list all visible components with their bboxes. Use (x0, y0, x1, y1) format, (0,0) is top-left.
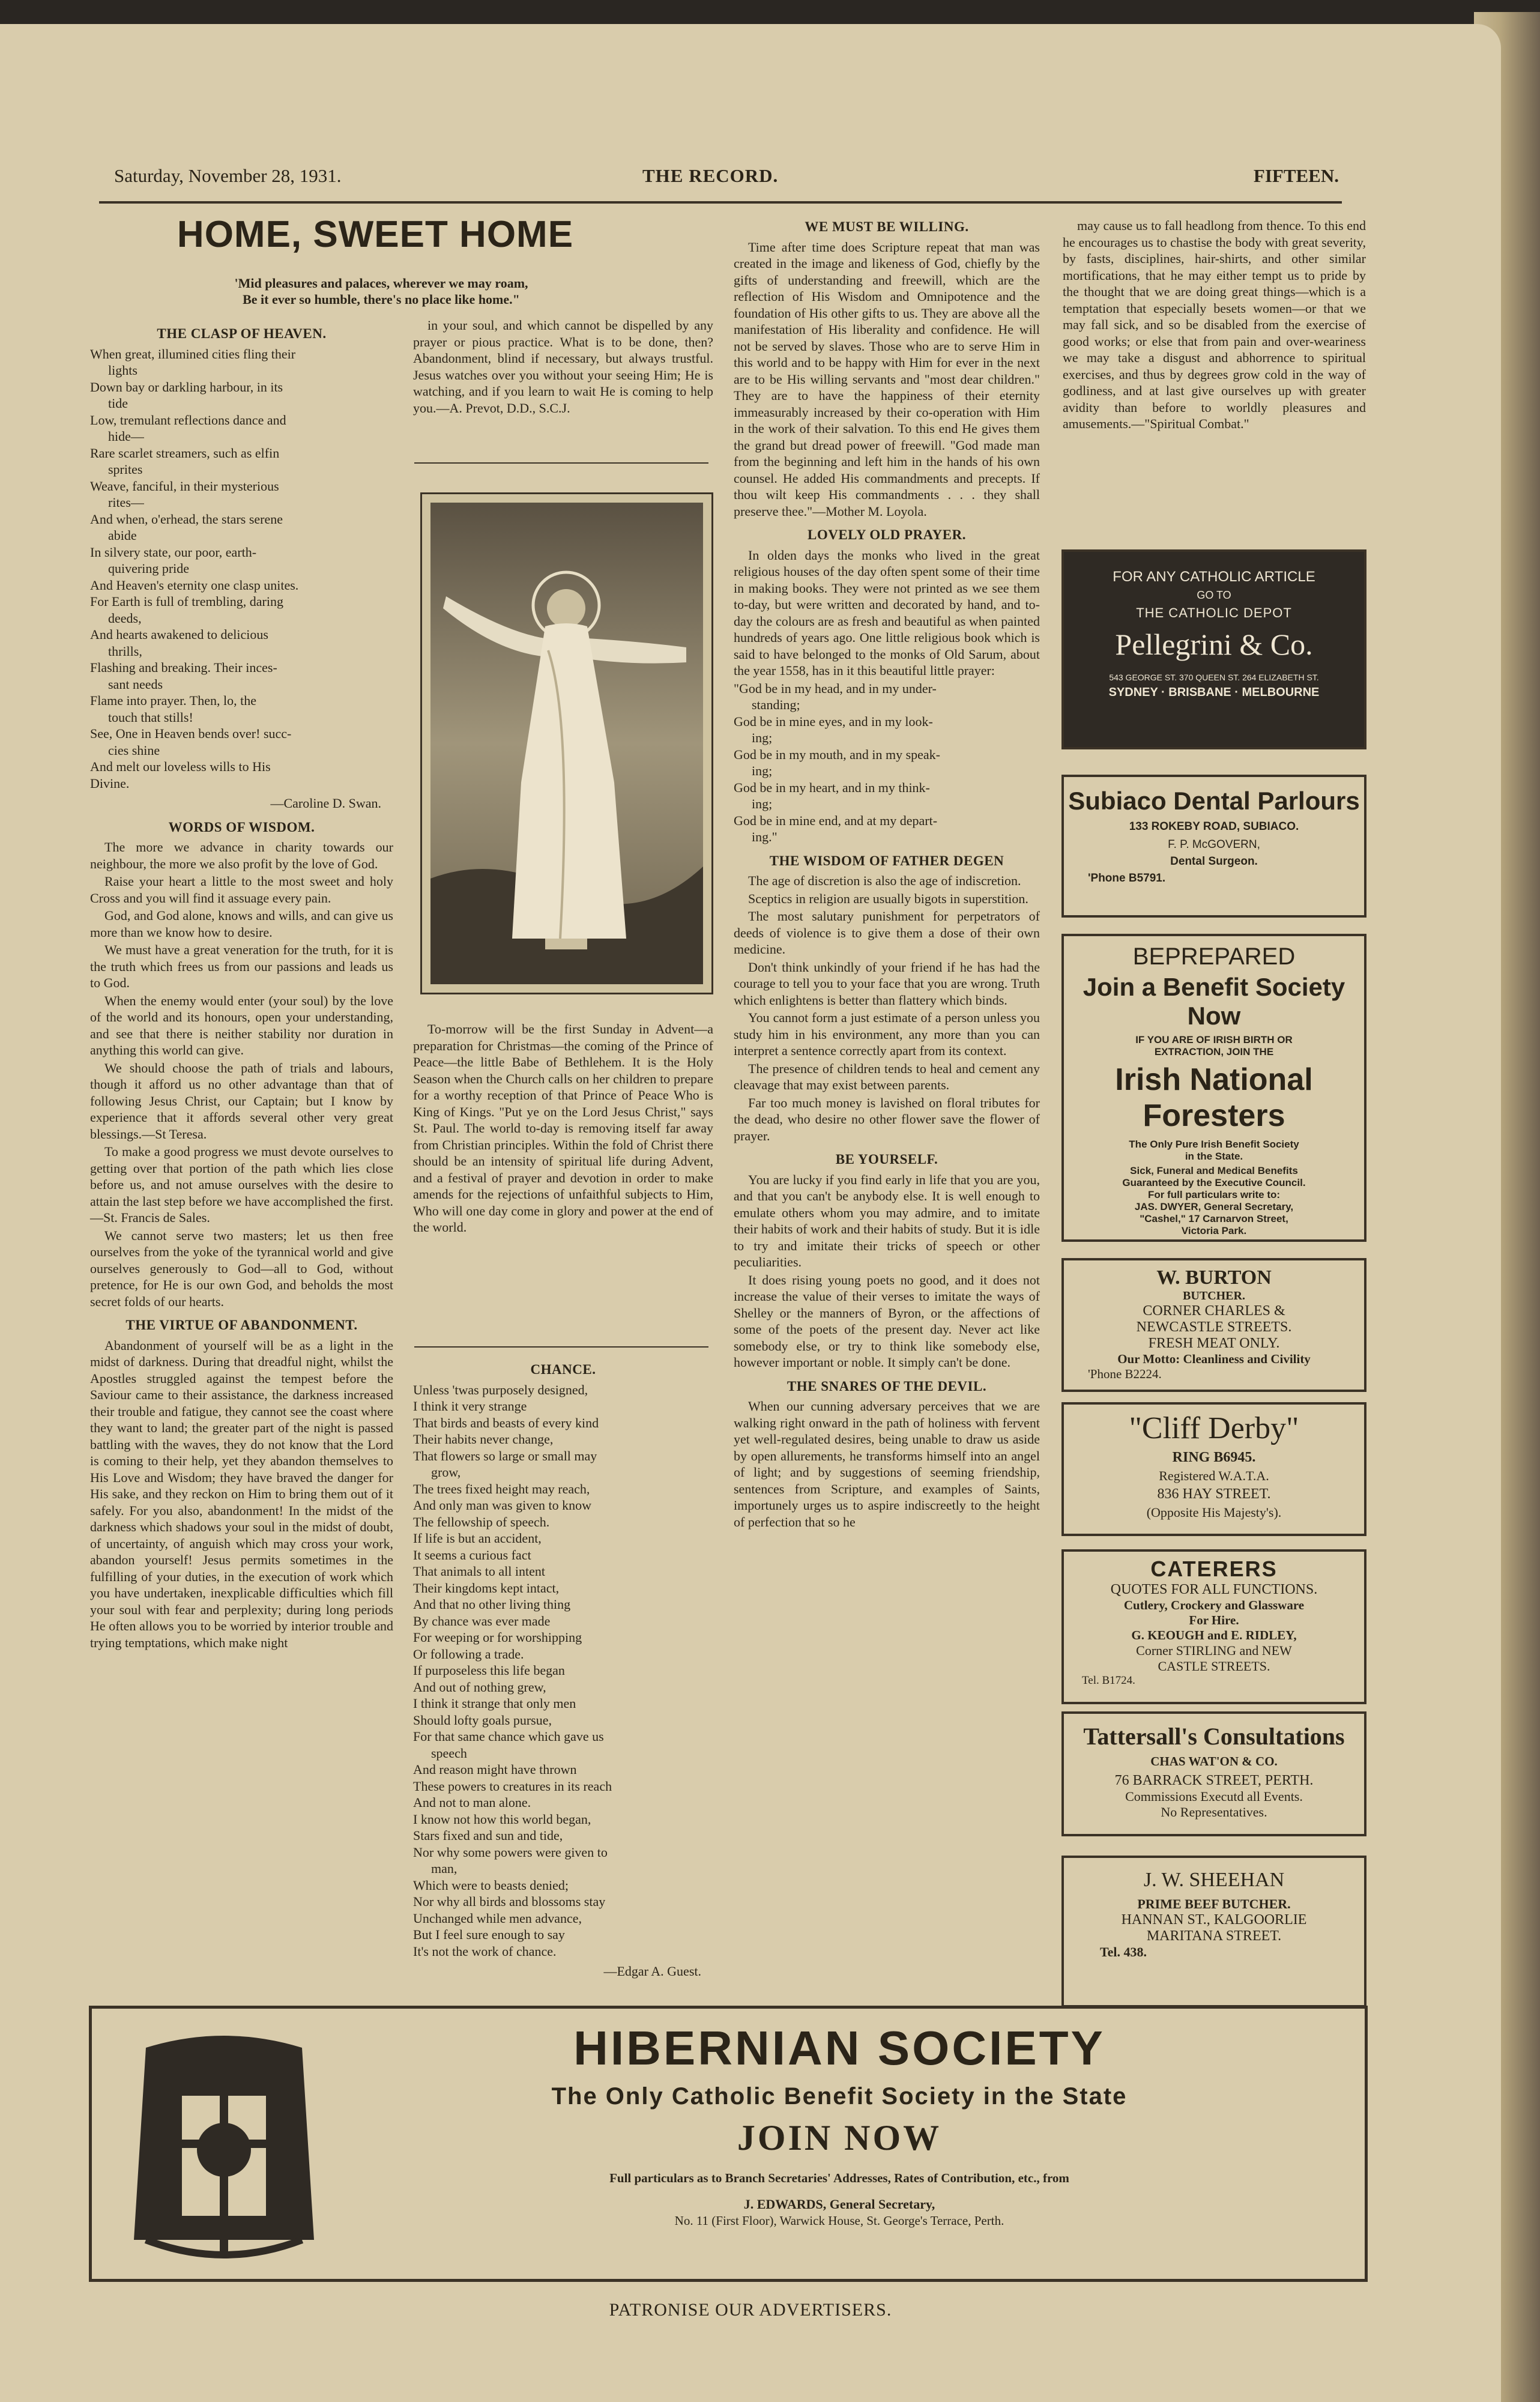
poem-line: If life is but an accident, (413, 1531, 542, 1546)
ad-line: Victoria Park. (1181, 1225, 1247, 1236)
hibernian-title: HIBERNIAN SOCIETY (573, 2021, 1105, 2075)
ad-hibernian-society (89, 2006, 1368, 2282)
poem-line: It seems a curious fact (413, 1547, 531, 1563)
ad-line: No. 11 (First Floor), Warwick House, St. George's Terrace, Perth. (674, 2213, 1004, 2228)
ad-line: CASTLE STREETS. (1158, 1659, 1270, 1674)
ad-line: Registered W.A.T.A. (1159, 1468, 1269, 1483)
snares-continuation: may cause us to fall headlong from thence. To this end he encourages us to chastise the body with great severity, by fasts, disciplines, hair-shirts, and other similar mortifications, that he may either tempt us to pride by the thought that we are doing great things—which is a temptation that especially besets women—or that we may fall sick, and so be disabled from the exercise of good works; or else that from pain and over-weariness we may take a disgust and abhorrence to spiritual exercises, and thus by degrees grow cold in the way of godliness, and at last give ourselves up with greater avidity than before to worldly pleasures and amusements.—"Spiritual Combat." (1063, 218, 1366, 431)
join-now-text: JOIN NOW (737, 2118, 942, 2158)
poem-line: That animals to all intent (413, 1564, 545, 1579)
poem-line: abide (108, 528, 137, 543)
poem-line: lights (108, 363, 137, 378)
paragraph: God, and God alone, knows and wills, and can give us more than we know how to desire. (90, 908, 393, 940)
ad-line: Full particulars as to Branch Secretaries' Addresses, Rates of Contribution, etc., from (609, 2171, 1069, 2185)
ad-line: No Representatives. (1161, 1805, 1267, 1820)
ad-line: For Hire. (1189, 1613, 1239, 1627)
column-2 (413, 317, 713, 417)
ad-line: SYDNEY · BRISBANE · MELBOURNE (1108, 686, 1320, 699)
ad-line: BEPREPARED (1132, 943, 1296, 970)
ad-line: IF YOU ARE OF IRISH BIRTH OR (1135, 1034, 1293, 1045)
poem-line: And only man was given to know (413, 1498, 591, 1513)
abandonment-body (90, 1337, 393, 1651)
column-2-poem (413, 1354, 713, 1983)
poem-line: ing; (752, 796, 773, 811)
paragraph: The more we advance in charity towards our neighbour, the more we also profit by the love of God. (90, 839, 393, 871)
poem-line: Weave, fanciful, in their mysterious (90, 478, 279, 494)
ad-brand: Pellegrini & Co. (1115, 628, 1313, 661)
column-1 (90, 318, 393, 1652)
poem-line: I think it strange that only men (413, 1696, 576, 1711)
poem-line: rites— (108, 495, 144, 510)
poem-chance (413, 1382, 713, 1960)
hibernian-emblem-icon (110, 2024, 338, 2264)
poem-line: cies shine (108, 742, 160, 758)
poem-signature: —Edgar A. Guest. (603, 1964, 701, 1979)
page-footer: PATRONISE OUR ADVERTISERS. (609, 2300, 892, 2320)
ad-brand: CATERERS (1150, 1556, 1278, 1581)
advent-paragraph: To-morrow will be the first Sunday in Advent—a preparation for Christmas—the coming of the Prince of Peace—the little Babe of Bethlehem. It is the Holy Season when the Church calls on her children to prepare for a worthy reception of that Prince of Peace Who is King of Kings. "Put ye on the Lord Jesus Christ," says St. Paul. The world to-day is removing itself far away from Christian principles. Within the fold of Christ there should be an intensity of spiritual life during Advent, and a festival of prayer and devotion in order to make amends for the rejections of unfaithful subjects to Him, Who will one day come in glory and power at the end of the world. (413, 1021, 713, 1235)
column-rule (414, 1346, 708, 1348)
poem-line: That flowers so large or small may (413, 1448, 597, 1463)
subtitle-line: 'Mid pleasures and palaces, wherever we may roam, (234, 276, 528, 291)
paper-name: THE RECORD. (642, 165, 779, 186)
poem-line: And when, o'erhead, the stars serene (90, 511, 283, 527)
poem-line: For that same chance which gave us (413, 1729, 604, 1744)
ad-line: Dental Surgeon. (1170, 855, 1258, 868)
poem-line: Which were to beasts denied; (413, 1877, 569, 1893)
poem-line: God be in mine eyes, and in my look- (734, 713, 933, 729)
ad-line: "Cashel," 17 Carnarvon Street, (1140, 1213, 1288, 1224)
paragraph: When the enemy would enter (your soul) by the love of the world and its honours, open your understanding, and see that there is neither stability nor duration in anything this world can give. (90, 993, 393, 1057)
poem-line: It's not the work of chance. (413, 1943, 557, 1959)
poem-line: touch that stills! (108, 709, 193, 725)
poem-line: I know not how this world began, (413, 1811, 591, 1827)
ad-brand: W. BURTON (1156, 1266, 1272, 1289)
poem-line: And hearts awakened to delicious (90, 627, 268, 642)
ad-line: (Opposite His Majesty's). (1146, 1505, 1282, 1520)
ad-burton-butcher (1061, 1258, 1366, 1392)
poem-line: God be in mine end, and at my depart- (734, 812, 938, 828)
paragraph: To make a good progress we must devote ourselves to getting over that portion of the path which lies close before us, and not amuse ourselves with the desire to attain the last step before we have accomplished the first.—St. Francis de Sales. (90, 1144, 393, 1225)
section-title: THE VIRTUE OF ABANDONMENT. (125, 1317, 358, 1333)
header-rule (99, 201, 1342, 204)
ad-line: FOR ANY CATHOLIC ARTICLE (1113, 569, 1315, 585)
paragraph: Raise your heart a little to the most sweet and holy Cross and you will find it assuage every pain. (90, 874, 393, 906)
poem-line: Low, tremulant reflections dance and (90, 412, 286, 428)
paragraph: It does rising young poets no good, and it does not increase the value of their verses to imitate the ways of Shelley or the manners of Byron, or the affections of some of the poets of the present day. Never act like somebody else, or try to think like somebody else, however important or noble. It simply can't be done. (734, 1272, 1040, 1370)
poem-line: These powers to creatures in its reach (413, 1778, 612, 1794)
snares-body: When our cunning adversary perceives that we are walking right onward in the path of holiness with fervent yet well-regulated desires, being unable to draw us aside by open allurements, he transforms himself into an angel of light; and by suggestions of seeming friendship, sentences from Scripture, and examples of Saints, importunely urges us to aspire indiscreetly to the height of perfection that so he (734, 1399, 1040, 1529)
poem-line: Divine. (90, 775, 130, 791)
issue-date: Saturday, November 28, 1931. (114, 165, 342, 186)
poem-line: sant needs (108, 676, 163, 692)
column-3 (734, 211, 1040, 1531)
poem-line: Or following a trade. (413, 1646, 524, 1662)
poem-line: For weeping or for worshipping (413, 1630, 582, 1645)
ad-tattersalls (1061, 1711, 1366, 1836)
poem-line: And that no other living thing (413, 1597, 571, 1612)
poem-line: The trees fixed height may reach, (413, 1481, 590, 1496)
paragraph: Far too much money is lavished on floral tributes for the dead, who desire no other flower save the flower of prayer. (734, 1095, 1040, 1143)
ad-line: Corner STIRLING and NEW (1136, 1643, 1292, 1658)
poem-line: deeds, (108, 610, 142, 626)
ad-brand: Irish National Foresters (1115, 1062, 1313, 1133)
poem-line: "God be in my head, and in my under- (734, 680, 937, 696)
ad-line: EXTRACTION, JOIN THE (1154, 1046, 1274, 1057)
article-continuation: in your soul, and which cannot be dispelled by any prayer or pious practice. What is to be done, then? Abandonment, blind if necessary, but always trustful. Jesus watches over you without your seeing Him; He is watching, and if you learn to wait He is coming to help you.—A. Prevot, D.D., S.C.J. (413, 318, 713, 416)
ad-line: HANNAN ST., KALGOORLIE (1121, 1912, 1307, 1928)
poem-line: Nor why all birds and blossoms stay (413, 1894, 606, 1909)
poem-line: For Earth is full of trembling, daring (90, 594, 283, 609)
column-rule (414, 462, 708, 464)
poem-line: ing; (752, 763, 773, 778)
ad-line: Tel. 438. (1100, 1944, 1147, 1959)
poem-line: The fellowship of speech. (413, 1514, 550, 1529)
ad-line: 'Phone B2224. (1088, 1367, 1162, 1381)
ad-subiaco-dental (1061, 775, 1366, 918)
ad-line: Commissions Executd all Events. (1125, 1789, 1303, 1804)
section-title: WE MUST BE WILLING. (805, 219, 969, 234)
paragraph: Abandonment of yourself will be as a light in the midst of darkness. During that dreadful night, whilst the Apostles struggled against the tempest before the Saviour came to their assistance, the darkness increased their trouble and fatigue, they cannot see the coast where they want to land; the greater part of the night is passed battling with the waves, they do not know that the Lord is coming to their help, yet they abandon themselves to His Love and Wisdom; they have braved the danger for His sake, and they reckon on Him to bring them out of it safely. For you also, abandonment! In the midst of the darkness which shadows your soul in the midst of doubt, of uncertainty, of anguish which may cross your work, abandon yourself! Jesus permits sometimes in the fulfilling of your duties, in the execution of work which you have undertaken, inexplicable difficulties which fill your soul with fear and perplexity; during long periods He often allows you to be worried by interior trouble and trying temptations, which make night (90, 1337, 393, 1650)
page-number: FIFTEEN. (1253, 165, 1339, 186)
poem-line: Unless 'twas purposely designed, (413, 1382, 588, 1397)
ad-line: J. EDWARDS, General Secretary, (743, 2197, 935, 2212)
ad-line: 836 HAY STREET. (1157, 1486, 1271, 1502)
poem-signature: —Caroline D. Swan. (270, 796, 381, 811)
paragraph: We cannot serve two masters; let us then free ourselves from the yoke of the tyrannical world and give ourselves generously to God—all to God, without pretence, for He is our own God, and beholds the most secret folds of our hearts. (90, 1227, 393, 1309)
ad-caterers (1061, 1549, 1366, 1704)
poem-line: man, (431, 1861, 457, 1876)
ad-line: 133 ROKEBY ROAD, SUBIACO. (1129, 820, 1299, 833)
ad-brand: Subiaco Dental Parlours (1068, 787, 1360, 815)
poem-line: Rare scarlet streamers, such as elfin (90, 445, 280, 461)
paragraph: We must have a great veneration for the truth, for it is the truth which frees us from our passions and leads us to God. (90, 942, 393, 990)
ad-line: F. P. McGOVERN, (1168, 838, 1260, 851)
poem-line: ing; (752, 730, 773, 745)
ad-line: THE CATHOLIC DEPOT (1136, 605, 1292, 620)
sacred-heart-picture (420, 492, 713, 994)
poem-line: And melt our loveless wills to His (90, 759, 271, 774)
poem-line: Stars fixed and sun and tide, (413, 1828, 563, 1843)
poem-line: quivering pride (108, 561, 190, 576)
section-title: THE SNARES OF THE DEVIL. (787, 1378, 987, 1394)
ad-line: MARITANA STREET. (1146, 1928, 1282, 1944)
ad-line: CORNER CHARLES & (1143, 1303, 1285, 1319)
ad-line: NEWCASTLE STREETS. (1136, 1319, 1292, 1335)
ad-cliff-derby (1061, 1402, 1366, 1536)
ad-pellegrini (1061, 549, 1366, 749)
poem-line: tide (108, 396, 128, 411)
ad-line: For full particulars write to: (1147, 1189, 1281, 1200)
poem-line: And Heaven's eternity one clasp unites. (90, 577, 299, 593)
poem-line: And not to man alone. (413, 1795, 531, 1810)
poem-line: That birds and beasts of every kind (413, 1415, 599, 1430)
poem-line: But I feel sure enough to say (413, 1927, 565, 1942)
ad-brand: Tattersall's Consultations (1083, 1723, 1345, 1750)
willing-body: Time after time does Scripture repeat that man was created in the image and likeness of God, chiefly by the gifts of understanding and freewill, which are the reflection of His Wisdom and Omnipotence and the foundation of His other gifts to us. They are above all the manifestation of His liberality and confidence. He will not be served by slaves. Those who are to serve Him in this world and to be happy with Him for ever in the next are to be His willing servants and "most dear children." They are to have the happiness of their eternity immeasurably increased by their co-operation with Him in the work of their salvation. To this end He gives them the grand but dread power of freewill. "God made man from the beginning and left him in the hands of his own counsel. He added His commandments and precepts. If thou wilt keep His commandments . . . they shall preserve thee."—Mother M. Loyola. (734, 239, 1040, 519)
ad-brand: J. W. SHEEHAN (1143, 1869, 1285, 1891)
ad-line: QUOTES FOR ALL FUNCTIONS. (1110, 1582, 1318, 1597)
column-2-lower (413, 1021, 713, 1237)
poem-line: Down bay or darkling harbour, in its (90, 379, 283, 395)
ad-line: Sick, Funeral and Medical Benefits (1130, 1165, 1298, 1176)
section-title: LOVELY OLD PRAYER. (808, 527, 966, 542)
subtitle-line: Be it ever so humble, there's no place like home." (243, 292, 520, 307)
poem-line: In silvery state, our poor, earth- (90, 544, 257, 560)
ad-line: The Only Catholic Benefit Society in the State (551, 2083, 1128, 2110)
christ-figure-image (422, 494, 711, 993)
ad-irish-foresters (1061, 934, 1366, 1242)
ad-line: JAS. DWYER, General Secretary, (1134, 1201, 1294, 1212)
ad-line: GO TO (1197, 589, 1231, 601)
ad-line: BUTCHER. (1183, 1289, 1245, 1302)
poem-old-prayer (734, 680, 1040, 846)
ad-line: The Only Pure Irish Benefit Society (1129, 1139, 1299, 1150)
poem-line: Nor why some powers were given to (413, 1844, 608, 1860)
ad-line: CHAS WAT'ON & CO. (1150, 1754, 1278, 1768)
poem-line: See, One in Heaven bends over! succ- (90, 726, 292, 741)
headline-subtitle (150, 275, 612, 307)
be-yourself-body (734, 1172, 1040, 1371)
paragraph: The presence of children tends to heal and cement any cleavage that may exist between parents. (734, 1060, 1040, 1092)
paragraph: The age of discretion is also the age of indiscretion. (748, 873, 1021, 888)
poem-line: I think it very strange (413, 1399, 527, 1414)
ad-line: Join a Benefit Society Now (1083, 973, 1345, 1030)
ad-line: 543 GEORGE ST. 370 QUEEN ST. 264 ELIZABETH ST. (1109, 673, 1319, 682)
poem-line: By chance was ever made (413, 1613, 551, 1629)
poem-line: grow, (431, 1465, 461, 1480)
ad-line: Tel. B1724. (1082, 1674, 1135, 1687)
poem-line: God be in my heart, and in my think- (734, 779, 930, 795)
ad-line: 76 BARRACK STREET, PERTH. (1114, 1773, 1314, 1788)
paragraph: Sceptics in religion are usually bigots in superstition. (748, 891, 1028, 906)
poem-line: ing." (752, 829, 778, 844)
section-title: WORDS OF WISDOM. (168, 819, 315, 835)
poem-line: speech (431, 1745, 467, 1761)
section-title: BE YOURSELF. (835, 1152, 938, 1167)
paragraph: We should choose the path of trials and labours, though it afford us no other advantage than that of following Jesus Christ, our Captain; but I know by experience that it affords several other very great blessings.—St Teresa. (90, 1060, 393, 1142)
poem-line: And reason might have thrown (413, 1762, 577, 1777)
paragraph: The most salutary punishment for perpetrators of deeds of violence is to give them a dose of their own medicine. (734, 909, 1040, 957)
poem-line: standing; (752, 697, 800, 712)
ad-sheehan-butcher (1061, 1856, 1366, 2007)
words-of-wisdom-body (90, 839, 393, 1310)
page-header (90, 165, 1339, 192)
paragraph: Don't think unkindly of your friend if he has had the courage to tell you to your face that you are wrong. Truth which enlightens is better than flattery which binds. (734, 959, 1040, 1008)
ad-line: FRESH MEAT ONLY. (1148, 1336, 1280, 1351)
poem-clasp-of-heaven (90, 346, 393, 792)
poem-line: thrills, (108, 643, 142, 659)
poem-line: Their kingdoms kept intact, (413, 1580, 560, 1596)
ad-line: Our Motto: Cleanliness and Civility (1117, 1352, 1311, 1366)
poem-line: Flame into prayer. Then, lo, the (90, 693, 256, 708)
ad-line: Guaranteed by the Executive Council. (1122, 1177, 1306, 1188)
main-headline: HOME, SWEET HOME (177, 214, 574, 255)
poem-line: If purposeless this life began (413, 1663, 565, 1678)
poem-line: sprites (108, 462, 143, 477)
column-4 (1063, 217, 1366, 434)
section-title: CHANCE. (530, 1362, 596, 1377)
degen-body (734, 873, 1040, 1144)
poem-line: Flashing and breaking. Their inces- (90, 660, 277, 675)
paragraph: You cannot form a just estimate of a person unless you study him in his environment, any more than you can interpret a sentence correctly apart from its context. (734, 1010, 1040, 1058)
poem-line: hide— (108, 429, 144, 444)
prayer-body: In olden days the monks who lived in the great religious houses of the day often spent some of their time in making books. They were not printed as we see them to-day, but were written and decorated by hand, and to-day the colours are as fresh and beautiful as when painted hundreds of years ago. One little religious book which is said to have belonged to the monks of Old Sarum, about the year 1558, has in it this beautiful little prayer: (734, 547, 1040, 678)
paragraph: You are lucky if you find early in life that you are you, and that you can't be anybody else. It is well enough to emulate others whom you may admire, and to imitate their habits of work and their habits of study. But it is idle to try and imitate their tricks of speech or other peculiarities. (734, 1172, 1040, 1269)
section-title: THE WISDOM OF FATHER DEGEN (769, 853, 1004, 868)
ad-line: Cutlery, Crockery and Glassware (1123, 1598, 1305, 1612)
section-title: THE CLASP OF HEAVEN. (157, 326, 327, 341)
poem-line: When great, illumined cities fling their (90, 346, 296, 362)
ad-brand: "Cliff Derby" (1129, 1411, 1299, 1445)
poem-line: And out of nothing grew, (413, 1679, 546, 1695)
ad-line: in the State. (1185, 1151, 1243, 1162)
poem-line: Unchanged while men advance, (413, 1910, 582, 1926)
poem-line: Should lofty goals pursue, (413, 1712, 552, 1728)
ad-line: G. KEOUGH and E. RIDLEY, (1131, 1628, 1297, 1642)
ad-line: RING B6945. (1172, 1450, 1256, 1465)
ad-line: 'Phone B5791. (1088, 872, 1166, 885)
ad-line: PRIME BEEF BUTCHER. (1137, 1896, 1291, 1911)
poem-line: God be in my mouth, and in my speak- (734, 746, 941, 762)
poem-line: Their habits never change, (413, 1432, 554, 1447)
